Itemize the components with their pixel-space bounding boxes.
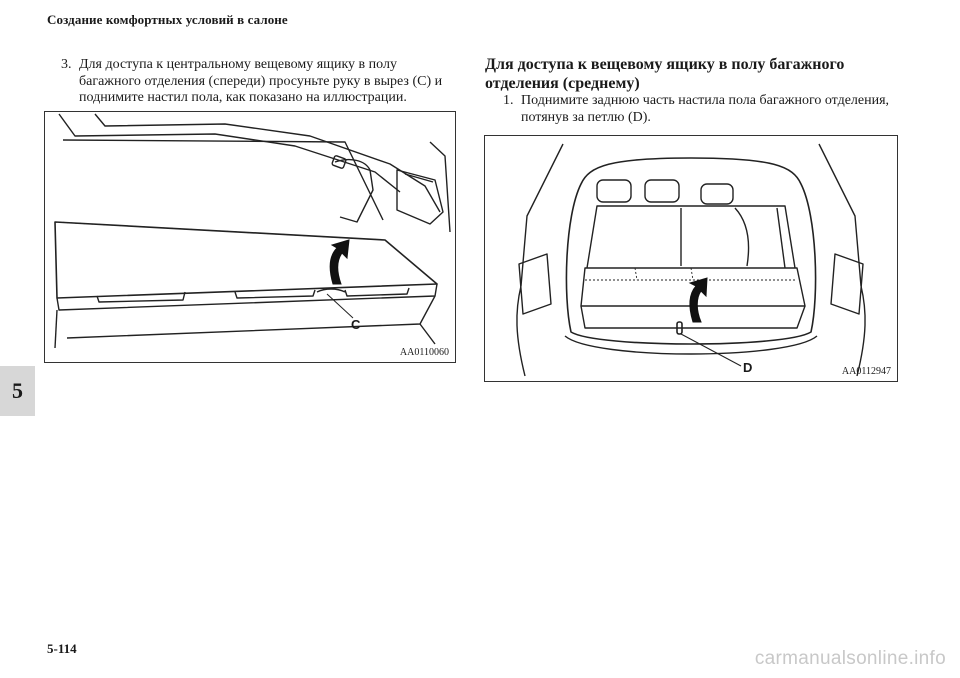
callout-label-d: D [743, 360, 753, 375]
section-title: Для доступа к вещевому ящику в полу багажного отделения (среднему) [485, 56, 845, 92]
callout-label-c: C [351, 317, 361, 332]
cargo-floor-drawing-front [45, 112, 455, 362]
chapter-tab: 5 [0, 366, 35, 416]
instruction-step-1 [503, 93, 893, 126]
step-number: 3. [61, 57, 72, 72]
step-number: 1. [503, 93, 514, 108]
illustration-front-floor-box [44, 111, 456, 363]
illustration-middle-floor-box [484, 135, 898, 382]
step-text: Поднимите заднюю часть настила пола багажного отделения, потянув за петлю (D). [521, 93, 890, 125]
page-number: 5-114 [47, 641, 77, 656]
instruction-step-3 [61, 57, 451, 107]
step-text: Для доступа к центральному вещевому ящику в полу багажного отделения (спереди) просуньте руку в вырез (C) и поднимите настил пола, как показано на иллюстрации. [79, 57, 443, 105]
figure-code: AA0112947 [841, 366, 891, 377]
cargo-area-drawing-rear [485, 136, 897, 381]
watermark: carmanualsonline.info [754, 648, 946, 669]
figure-code: AA0110060 [399, 347, 449, 358]
page-header: Создание комфортных условий в салоне [47, 12, 288, 27]
